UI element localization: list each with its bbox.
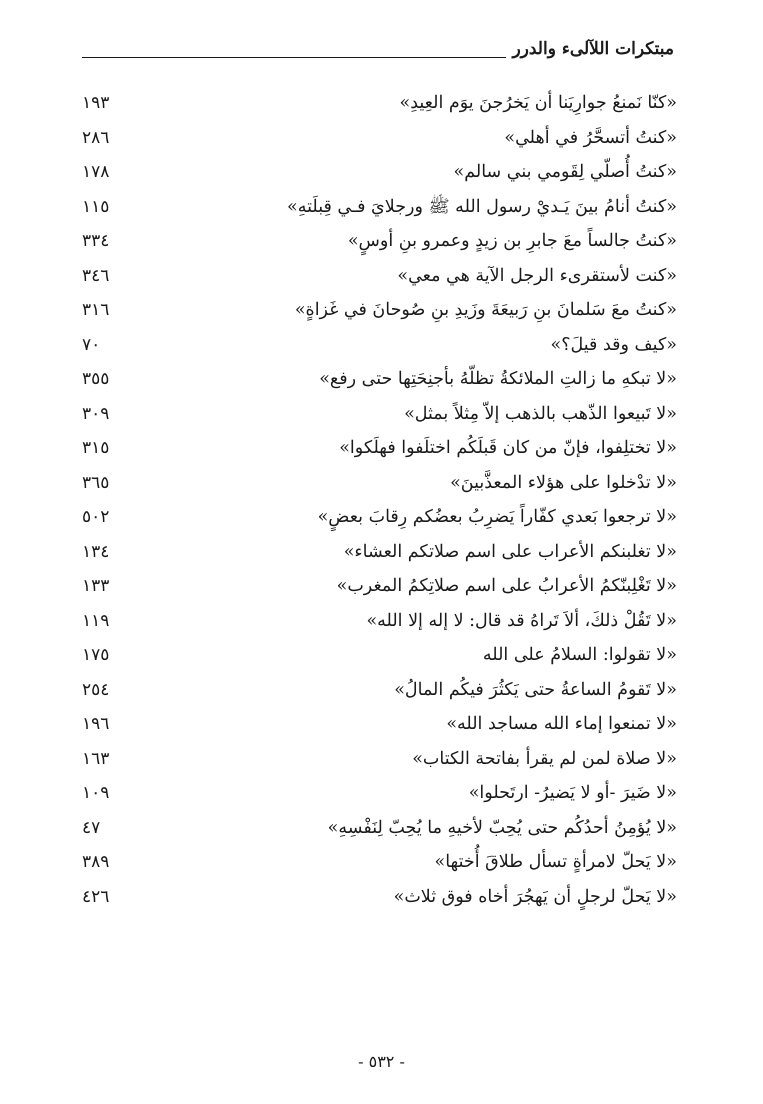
entry-page-number: ٣٦٥ xyxy=(82,472,110,493)
entry-page-number: ٣١٥ xyxy=(82,438,110,458)
entry-page-number: ١٧٥ xyxy=(82,645,110,665)
entry-page-number: ١٣٤ xyxy=(82,541,110,562)
index-entry xyxy=(82,811,677,846)
entry-text: «كنت لأستقرىء الرجل الآية هي معي» xyxy=(397,265,677,286)
entry-text: «كنتُ جالساً معَ جابرِ بن زيدٍ وعمرو بنِ أوسٍ» xyxy=(347,231,677,251)
entry-text: «كنتُ أنامُ بينَ يَـديْ رسول الله ﷺ ورجلايَ فـي قِبلَتهِ» xyxy=(287,196,677,217)
entry-page-number: ٣٥٥ xyxy=(82,369,110,389)
index-entry xyxy=(82,569,677,604)
entry-page-number: ٣٤٦ xyxy=(82,265,110,286)
page-number: - ٥٣٢ - xyxy=(358,1052,405,1071)
index-entry xyxy=(82,86,677,121)
index-entry xyxy=(82,638,677,673)
entry-text: «لا تبكهِ ما زالتِ الملائكةُ تظلّهُ بأجنِحَتِها حتى رفع» xyxy=(319,369,677,389)
index-entry xyxy=(82,431,677,466)
entry-page-number: ١٠٩ xyxy=(82,783,110,803)
entry-text: «لا ضَيرَ -أو لا يَضيرُ- ارتَحلوا» xyxy=(468,783,677,803)
entry-page-number: ١١٥ xyxy=(82,196,110,217)
index-entry xyxy=(82,845,677,880)
index-entry xyxy=(82,155,677,190)
entry-page-number: ٣٨٩ xyxy=(82,852,110,872)
entry-text: «كنّا نَمنعُ جوارِيَنا أن يَخرُجنَ يوَم العِيدِ» xyxy=(399,93,677,113)
entry-page-number: ٢٨٦ xyxy=(82,127,110,148)
index-entry xyxy=(82,673,677,708)
entry-text: «كنتُ أُصلّي لِقَومي بني سالم» xyxy=(453,162,677,182)
entry-text: «لا تَبيعوا الذّهب بالذهب إلاّ مِثلاً بمثل» xyxy=(404,403,677,424)
index-entry xyxy=(82,535,677,570)
entry-text: «لا يُؤمِنُ أحدُكُم حتى يُحِبّ لأخيهِ ما يُحِبّ لِنَفْسِهِ» xyxy=(327,817,677,838)
entry-page-number: ٣١٦ xyxy=(82,300,110,320)
entry-page-number: ١٦٣ xyxy=(82,748,110,769)
entry-text: «لا ترجعوا بَعدي كفّاراً يَضرِبُ بعضُكم رِقابَ بعضٍ» xyxy=(317,507,677,527)
index-entry xyxy=(82,121,677,156)
index-entry xyxy=(82,742,677,777)
index-entry xyxy=(82,190,677,225)
entry-page-number: ٥٠٢ xyxy=(82,507,110,527)
entry-text: «لا تختلِفوا، فإنّ من كان قَبلَكُم اختلَفوا فهلَكوا» xyxy=(339,438,677,458)
book-title: مبتكرات اللآلىء والدرر xyxy=(506,38,674,60)
entry-text: «لا تدْخلوا على هؤلاء المعذَّبينَ» xyxy=(450,472,677,493)
entry-page-number: ١٣٣ xyxy=(82,576,110,596)
entry-page-number: ١٩٣ xyxy=(82,93,110,113)
entry-text: «لا تغلبنكم الأعراب على اسم صلاتكم العشاء» xyxy=(343,541,677,562)
index-entry xyxy=(82,604,677,639)
entry-page-number: ٤٢٦ xyxy=(82,886,110,907)
entry-page-number: ٧٠ xyxy=(82,334,101,355)
entry-page-number: ١١٩ xyxy=(82,610,110,631)
hadith-index-list xyxy=(82,86,677,914)
entry-text: «لا تَقومُ الساعةُ حتى يَكثُرَ فيكُم المالُ» xyxy=(394,679,677,700)
index-entry xyxy=(82,880,677,915)
index-entry xyxy=(82,293,677,328)
entry-text: «لا يَحلّ لامرأةٍ تسأل طلاقَ أُختها» xyxy=(434,852,677,872)
entry-page-number: ٣٠٩ xyxy=(82,403,110,424)
entry-text: «كنتُ أتسحَّرُ في أهلي» xyxy=(504,127,677,148)
entry-text: «لا تَغْلِبنّكمُ الأعرابُ على اسم صلاتِكمُ المغرب» xyxy=(336,576,677,596)
index-entry xyxy=(82,776,677,811)
index-entry xyxy=(82,466,677,501)
entry-text: «لا صلاة لمن لم يقرأ بفاتحة الكتاب» xyxy=(412,748,677,769)
index-entry xyxy=(82,397,677,432)
entry-text: «لا تمنعوا إماء الله مساجد الله» xyxy=(446,714,677,734)
entry-text: «كنتُ معَ سَلمانَ بنِ رَبيعَةَ وزَيدِ بنِ صُوحانَ في غَزاةٍ» xyxy=(294,300,677,320)
entry-page-number: ١٩٦ xyxy=(82,714,110,734)
running-header xyxy=(82,38,674,62)
index-entry xyxy=(82,362,677,397)
index-entry xyxy=(82,328,677,363)
index-entry xyxy=(82,500,677,535)
entry-page-number: ٤٧ xyxy=(82,817,101,838)
entry-page-number: ٣٣٤ xyxy=(82,231,110,251)
index-entry xyxy=(82,224,677,259)
entry-page-number: ٢٥٤ xyxy=(82,679,110,700)
index-entry xyxy=(82,259,677,294)
entry-text: «لا يَحلّ لرجلٍ أن يَهجُرَ أخاه فوق ثلاث» xyxy=(393,886,677,907)
index-entry xyxy=(82,707,677,742)
entry-text: «لا تَقُلْ ذلكَ، ألاَ تَراهُ قد قال: لا إله إلا الله» xyxy=(366,610,677,631)
entry-text: «لا تقولوا: السلامُ على الله xyxy=(482,645,677,665)
entry-text: «كيف وقد قيلَ؟» xyxy=(550,334,677,355)
entry-page-number: ١٧٨ xyxy=(82,162,110,182)
